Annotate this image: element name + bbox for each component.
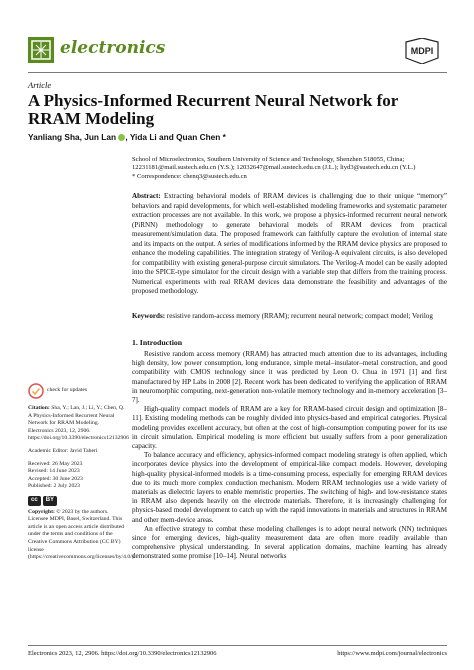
check-updates-label: check for updates [47,387,88,394]
accepted-date: Accepted: 30 June 2023 [28,475,83,482]
correspondence[interactable]: * Correspondence: chenq3@sustech.edu.cn [132,172,247,180]
keywords-label: Keywords: [132,312,166,320]
abstract-label: Abstract: [132,192,161,200]
citation-label: Citation: [28,405,50,411]
sidebar [28,383,136,567]
affiliation-line-1: School of Microelectronics, Southern University of Science and Technology, Shenzhen 518055, China; [132,156,405,163]
check-updates-badge[interactable] [28,383,126,399]
academic-editor: Academic Editor: Javid Taheri [28,447,98,454]
abstract [132,192,447,297]
cc-icon: cc [28,496,41,506]
header-rule [28,72,447,73]
keywords-text: resistive random-access memory (RRAM); recurrent neural network; compact model; Verilog [166,312,433,320]
footer-rule [28,645,447,646]
mdpi-logo-text: MDPI [410,46,434,56]
citation-text[interactable]: Sha, Y.; Lan, J.; Li, Y.; Chen, Q. A Physics-Informed Recurrent Neural Network for RRAM Modeling. Electronics 2023, 12, 2906. https://doi.org/10.3390/electronics12132906 [28,405,129,442]
intro-paragraph-1: Resistive random access memory (RRAM) has attracted much attention due to its advantages, including high density, low power consumption, long endurance, simple metal–insulator–metal construction, and good compatibility with CMOS technology since it was predicted by Leon O. Chua in 1971 [1] and first manufactured by HP Labs in 2008 [2]. Recent work has been dedicated to verifying the application of RRAM in neuromorphic computing, next-generation non-volatile memory technology and in-memory acceleration [3–7]. [132,350,447,405]
copyright-text[interactable]: © 2023 by the authors. Licensee MDPI, Basel, Switzerland. This article is an open access article distributed under the terms and conditions of the Creative Commons Attribution (CC BY) license (https://creativecommons.org/licenses/by/4.0/). [28,508,136,561]
keywords [132,312,447,322]
introduction-body [132,350,447,562]
cc-license-badge[interactable] [28,496,126,506]
authors-part-1: Yanliang Sha, Jun Lan [28,132,117,142]
paper-title: A Physics-Informed Recurrent Neural Network for RRAM Modeling [28,91,398,128]
footer-journal-link[interactable]: https://www.mdpi.com/journal/electronics [337,650,447,657]
affiliation-emails[interactable]: 12231181@mail.sustech.edu.cn (Y.S.); 12032647@mail.sustech.edu.cn (J.L.); liyd3@sustech.edu.cn (Y.L.) [132,164,416,172]
by-icon: BY [43,496,57,506]
citation [28,405,129,443]
received-date: Received: 26 May 2023 [28,460,83,467]
mdpi-logo-icon[interactable] [404,38,440,64]
affiliation [132,156,447,181]
authors-part-2: , Yida Li and Quan Chen * [125,132,226,142]
journal-logo-icon [28,37,54,63]
abstract-text: Extracting behavioral models of RRAM devices is challenging due to their unique “memory” behaviors and rapid developments, for which well-established modeling frameworks and systematic parameter extraction processes are not available. In this work, we propose a physics-informed recurrent neural network (PiRNN) methodology to generate behavioral models of RRAM devices from practical measurement/simulation data. The proposed framework can faithfully capture the evolution of internal state and its impacts on the output. A series of modifications informed by the RRAM device physics are proposed to enhance the modeling capabilities. The integration strategy of Verilog-A equivalent circuits, is also developed for compatibility with existing general-purpose circuit simulators. The Verilog-A model can be easily adopted into the SPICE-type simulator for the circuit design with a variable step that differs from the training process. Numerical experiments with real RRAM devices data demonstrate the feasibility and advantages of the proposed methodology. [132,192,447,295]
copyright-label: Copyright: [28,508,55,515]
footer-citation[interactable]: Electronics 2023, 12, 2906. https://doi.org/10.3390/electronics12132906 [28,650,217,657]
section-heading-introduction: 1. Introduction [132,338,183,347]
article-type: Article [28,80,52,90]
intro-paragraph-4: An effective strategy to combat these modeling challenges is to adopt neural network (NN) techniques since for emerging devices, high-quality measurement data are often more readily available than comprehensive physical understanding. In several application domains, machine learning has already demonstrated some promise [10–14]. Neural networks [132,524,447,561]
intro-paragraph-2: High-quality compact models of RRAM are a key for RRAM-based circuit design and optimization [8–11]. Existing modeling methods can be roughly divided into physics-based and empirical categories. Physical modeling provides excellent accuracy, but often at the cost of high-consumption computing power for its use in circuit simulation. Empirical modeling is more efficient but usually suffers from a poor generalization capacity. [132,405,447,451]
revised-date: Revised: 14 June 2023 [28,468,80,475]
published-date: Published: 2 July 2023 [28,483,80,490]
check-updates-icon [28,383,44,399]
intro-paragraph-3: To balance accuracy and efficiency, aphysics-informed compact modeling strategy is often applied, which incorporates device physics into the development of empirical-like compact models. However, developing high-quality physical-informed models is a time-consuming process, especially for emerging RRAM devices due to its much more complex conduction mechanism. Modern RRAM technologies use a wide variety of materials as dielectric layers to enable memristic properties. The switching of high- and low-resistance states in RRAM also depends heavily on the electrode materials. Therefore, it is increasingly challenging for physics-based model development to catch up with the rapid innovations in materials and structures in RRAM and other mem-device areas. [132,451,447,524]
authors-line [28,132,226,142]
copyright [28,508,136,562]
journal-name[interactable]: electronics [60,38,166,58]
